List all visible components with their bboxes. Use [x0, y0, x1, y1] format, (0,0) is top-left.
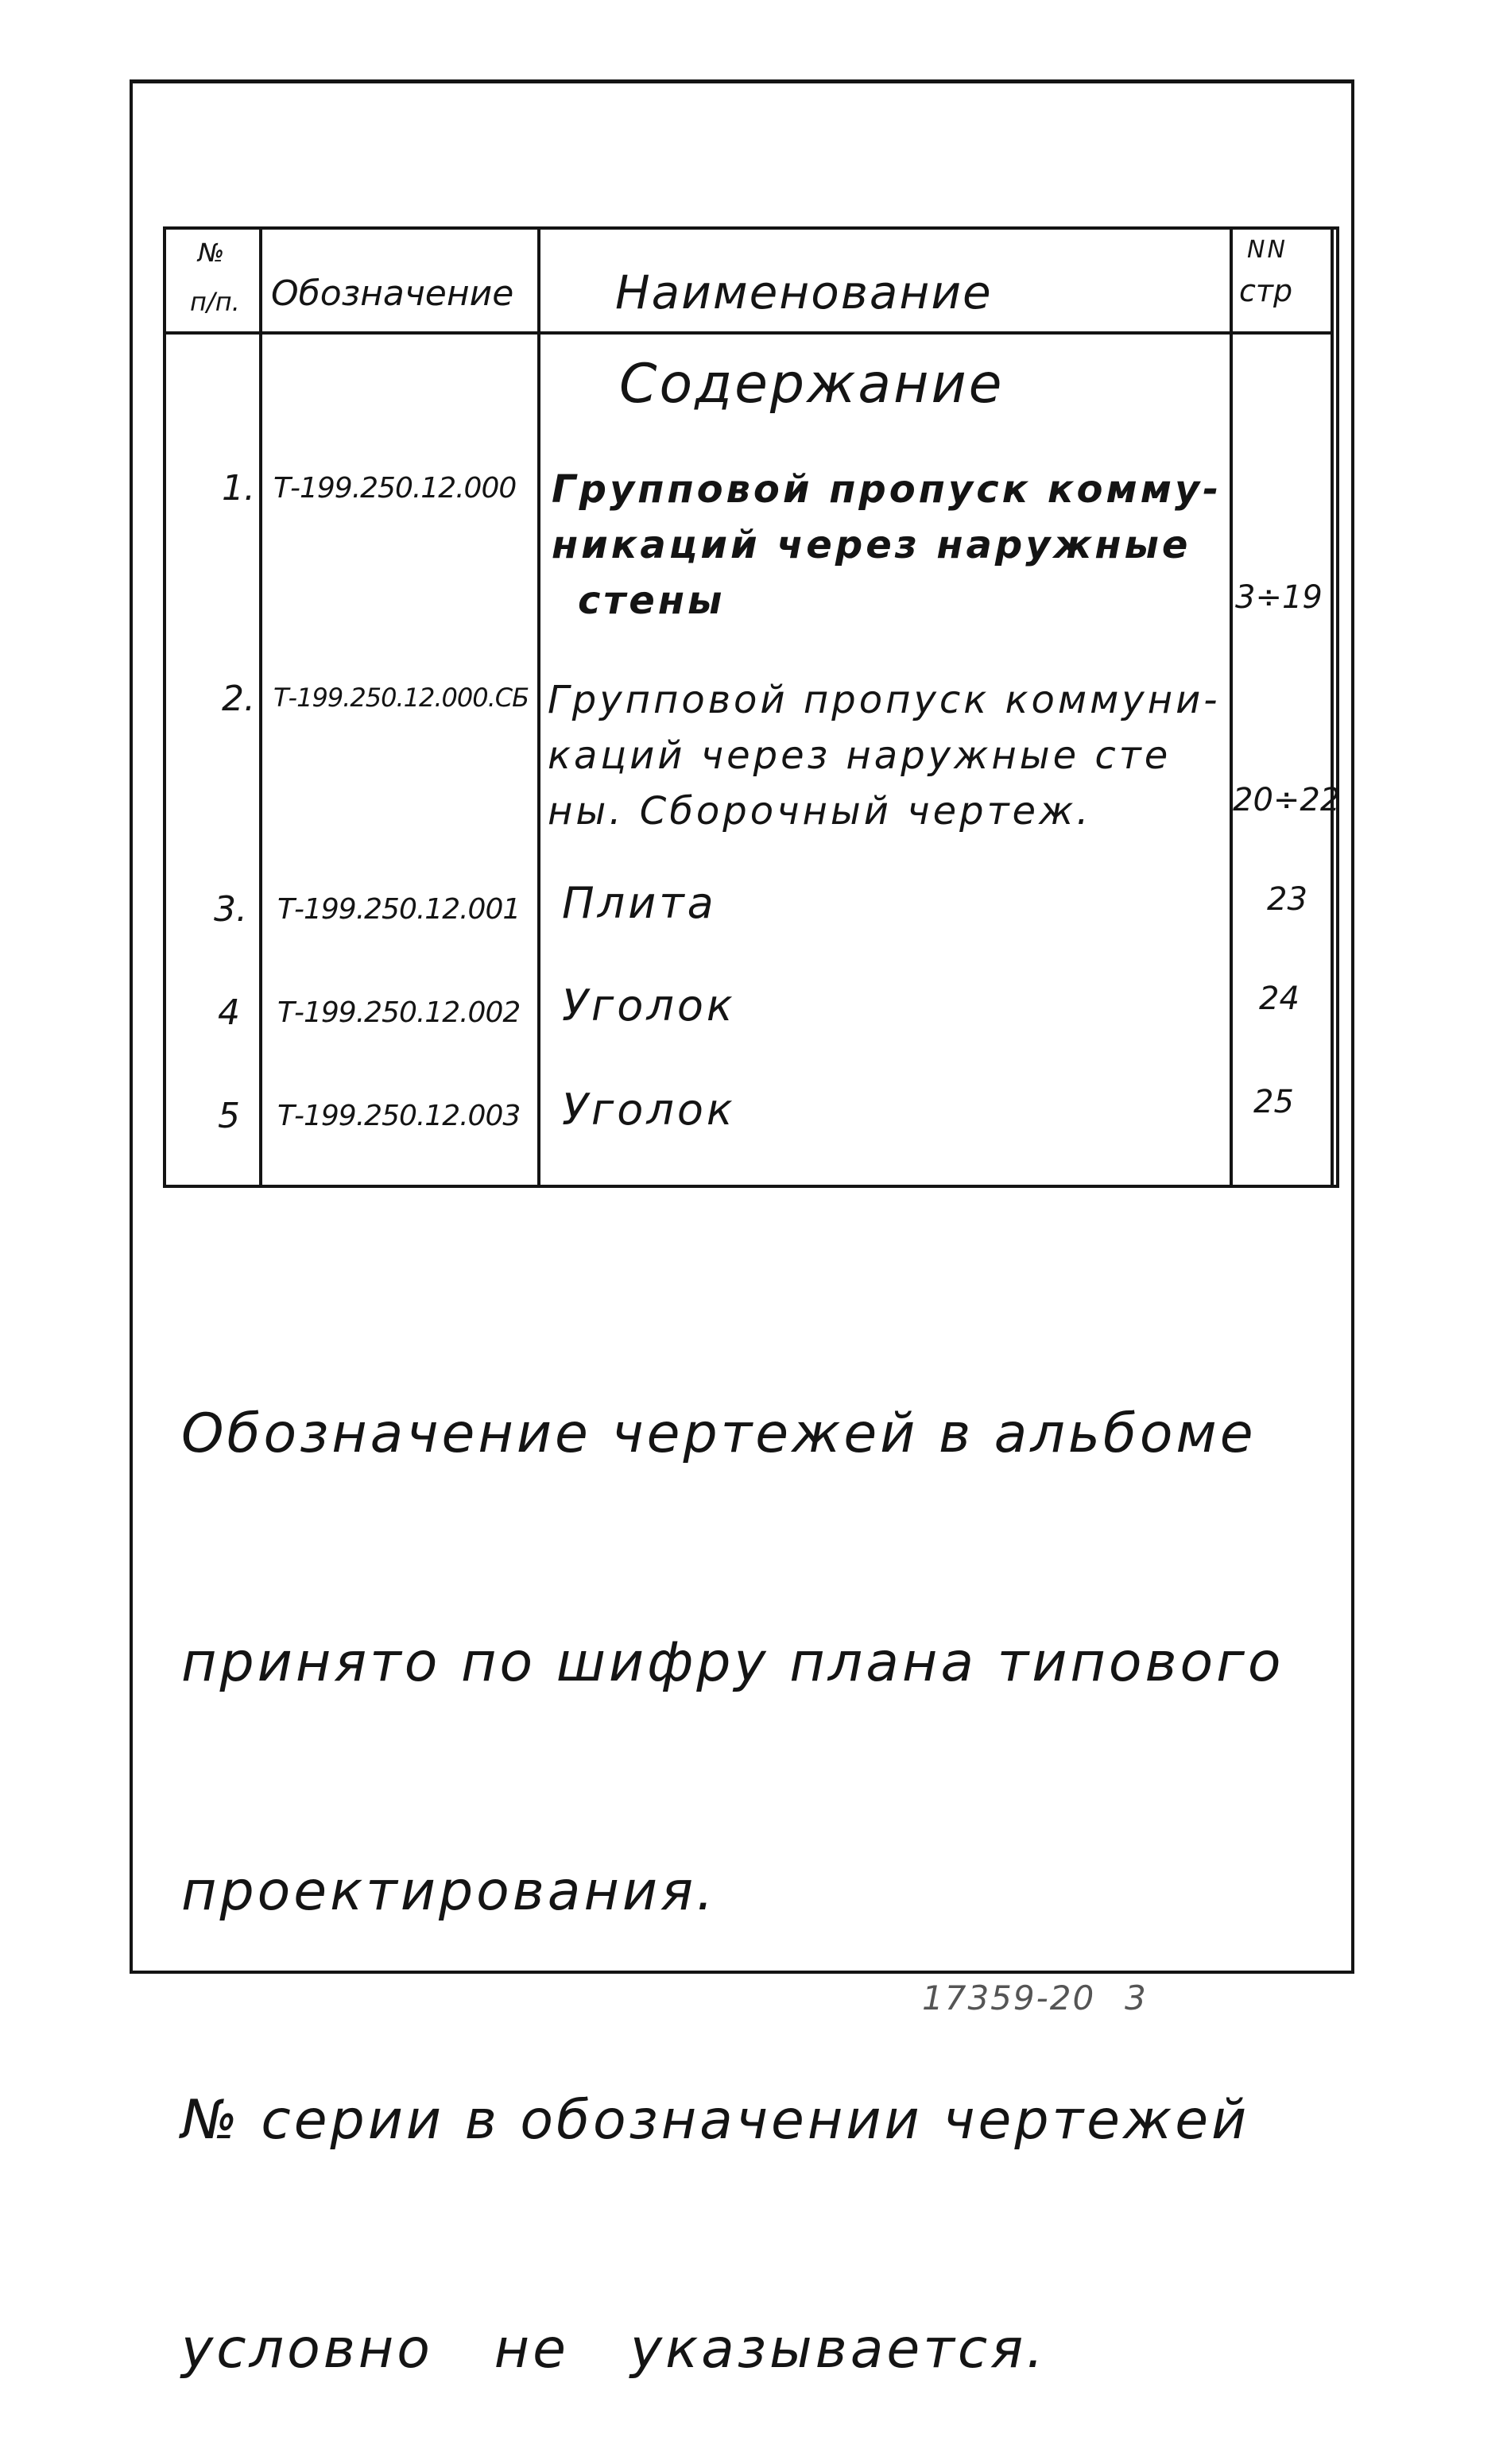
note-line: проектирования. — [181, 1860, 717, 1923]
column-divider — [1230, 230, 1233, 1185]
row-name-line: Групповой пропуск коммуни- — [548, 678, 1221, 722]
row-name-line: Плита — [562, 878, 717, 928]
contents-table — [163, 226, 1339, 1188]
header-designation: Обозначение — [271, 273, 514, 314]
row-name-line: никаций через наружные — [552, 523, 1191, 567]
row-name-line: ны. Сборочный чертеж. — [548, 789, 1092, 834]
note — [181, 1244, 1284, 2464]
row-name-line: Уголок — [562, 1085, 736, 1135]
row-designation: Т-199.250.12.000 — [273, 472, 517, 505]
row-name-line: стены — [578, 578, 726, 623]
row-name-line: Групповой пропуск комму- — [552, 467, 1222, 512]
row-designation: Т-199.250.12.000.СБ — [273, 683, 529, 713]
header-number: № — [198, 238, 225, 268]
note-line: условно не указывается. — [181, 2318, 1047, 2381]
header-number-sub: п/п. — [190, 287, 240, 317]
column-divider — [259, 230, 262, 1185]
column-divider — [537, 230, 540, 1185]
header-pages-sub: стр — [1239, 273, 1293, 308]
row-number: 3. — [214, 889, 247, 930]
row-pages: 25 — [1253, 1084, 1294, 1120]
row-pages: 23 — [1267, 881, 1307, 918]
header-pages: NN — [1247, 236, 1288, 264]
row-designation: Т-199.250.12.003 — [277, 1100, 521, 1132]
note-line: Обозначение чертежей в альбоме — [181, 1402, 1257, 1465]
header-divider — [166, 331, 1331, 335]
note-line: № серии в обозначении чертежей — [181, 2089, 1250, 2152]
section-title: Содержание — [619, 353, 1005, 416]
row-pages: 24 — [1259, 981, 1300, 1017]
footer-code: 17359-20 — [922, 1979, 1096, 2017]
header-name: Наименование — [615, 265, 993, 319]
row-designation: Т-199.250.12.001 — [277, 893, 521, 926]
footer-page-number: 3 — [1125, 1979, 1146, 2017]
note-line: принято по шифру плана типового — [181, 1631, 1284, 1694]
row-number: 5 — [218, 1096, 240, 1136]
row-name-line: каций через наружные сте — [548, 733, 1172, 778]
row-designation: Т-199.250.12.002 — [277, 996, 521, 1029]
row-pages: 3÷19 — [1235, 579, 1323, 616]
row-number: 4 — [218, 992, 240, 1033]
row-number: 1. — [222, 468, 255, 509]
row-pages: 20÷22 — [1233, 782, 1341, 818]
row-name-line: Уголок — [562, 981, 736, 1031]
column-divider — [1331, 230, 1334, 1188]
row-number: 2. — [222, 679, 255, 719]
